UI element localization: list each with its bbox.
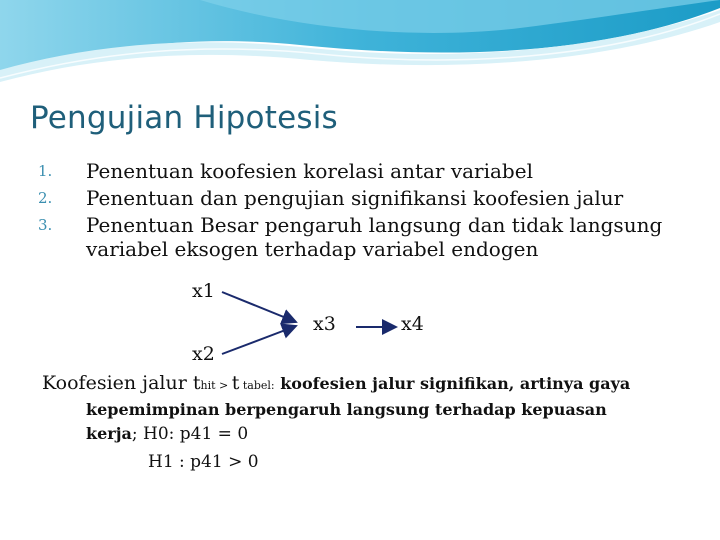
t-symbol: t [231, 372, 240, 394]
slide-title: Pengujian Hipotesis [30, 100, 338, 136]
list-number: 3. [38, 216, 53, 234]
node-x3: x3 [313, 313, 336, 335]
numbered-list [38, 156, 698, 261]
subscript-tabel: tabel: [239, 379, 275, 392]
hypothesis-h0: ; H0: p41 = 0 [131, 424, 249, 444]
greater-than: > [215, 379, 232, 392]
list-text: Penentuan dan pengujian signifikansi koofesien jalur [86, 186, 624, 210]
list-item [38, 156, 698, 183]
node-x2: x2 [192, 343, 215, 365]
list-text: Penentuan Besar pengaruh langsung dan tidak langsung variabel eksogen terhadap variabel endogen [86, 213, 663, 261]
header-wave-decoration [0, 0, 720, 90]
list-item [38, 210, 698, 261]
subscript-hit: hit [200, 379, 216, 392]
hypothesis-h1: H1 : p41 > 0 [148, 452, 259, 472]
list-text: Penentuan koofesien korelasi antar variabel [86, 159, 533, 183]
list-item [38, 183, 698, 210]
node-x4: x4 [401, 313, 424, 335]
criterion-line [42, 372, 630, 394]
criterion-kerja: kerja [86, 424, 132, 443]
arrow-x1-x3 [222, 292, 296, 322]
criterion-line-2: kepemimpinan berpengaruh langsung terhadap kepuasan [86, 400, 607, 419]
criterion-line-3 [86, 424, 248, 444]
node-x1: x1 [192, 280, 215, 302]
list-number: 2. [38, 189, 53, 207]
arrow-x2-x3 [222, 326, 296, 354]
criterion-prefix: Koofesien jalur t [42, 372, 201, 394]
list-number: 1. [38, 162, 53, 180]
criterion-conclusion: koofesien jalur signifikan, artinya gaya [274, 374, 631, 393]
